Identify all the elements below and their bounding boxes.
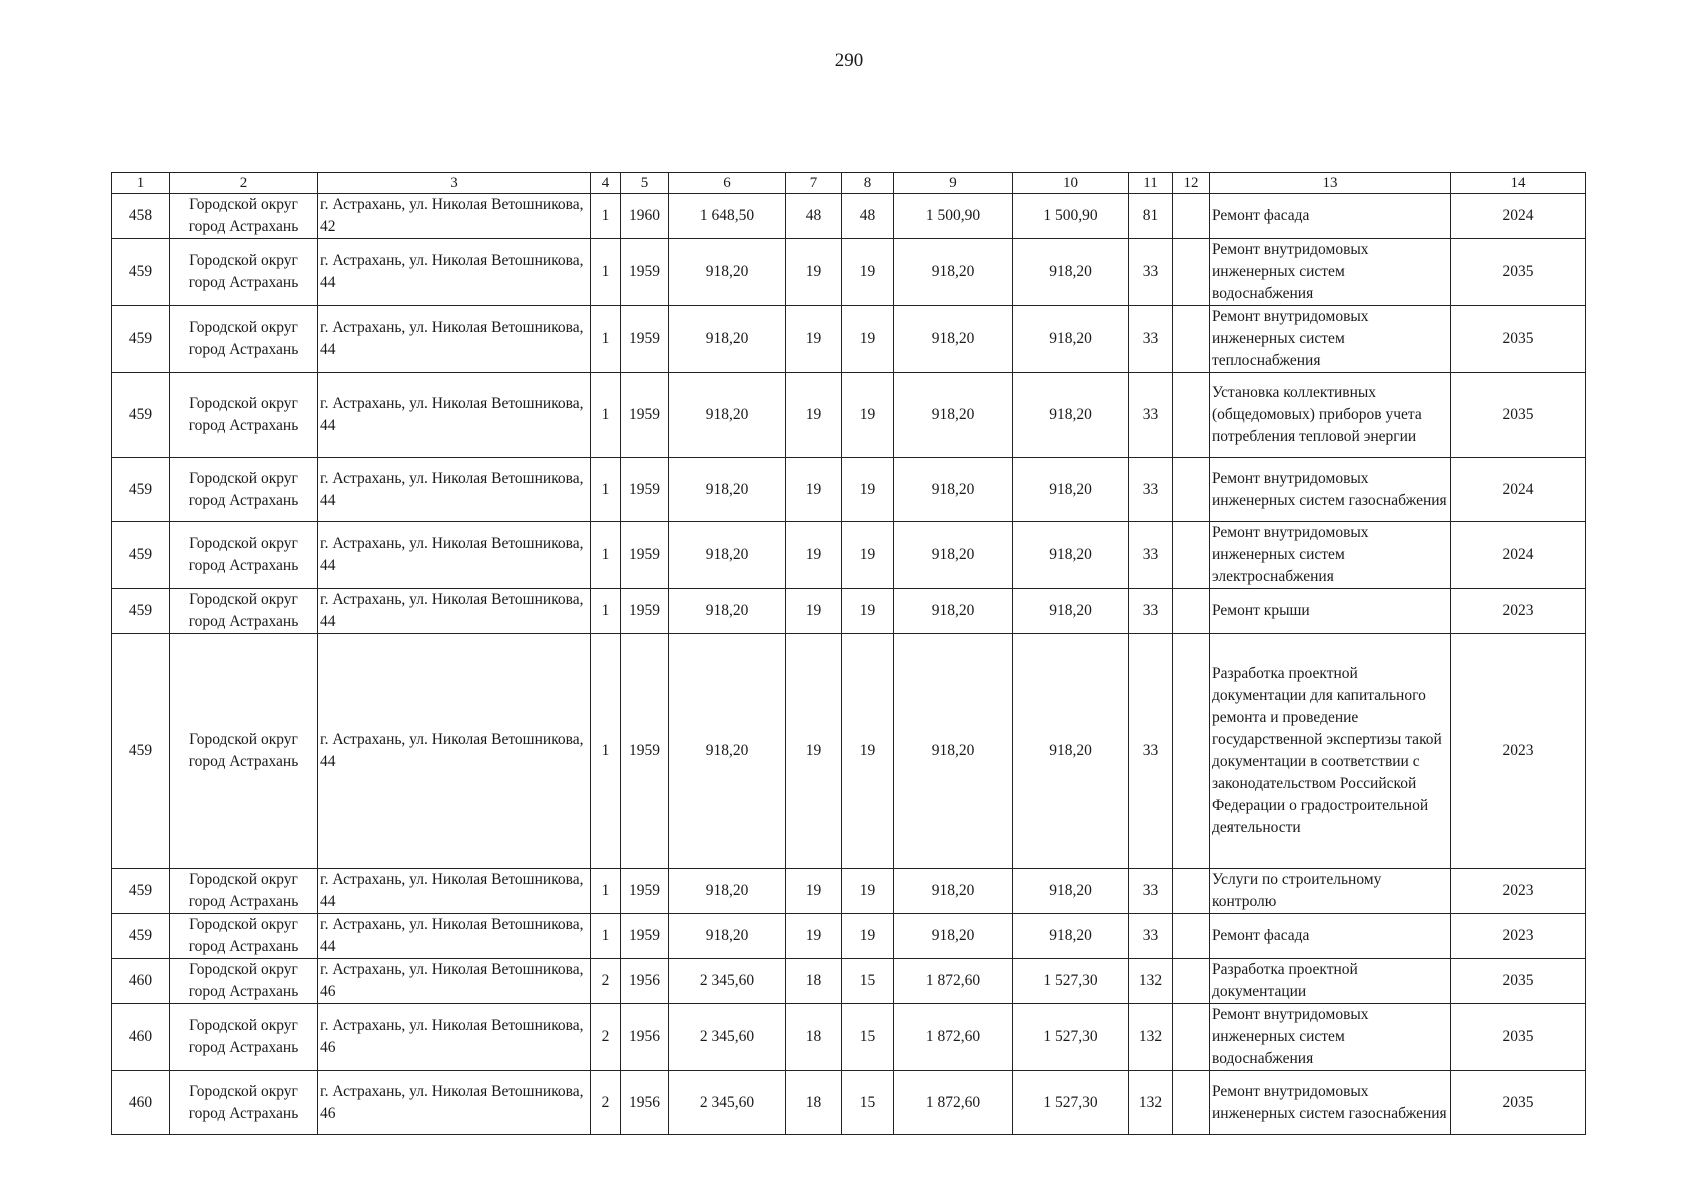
cell-area-total-premises: 918,20 <box>894 914 1013 959</box>
cell-address: г. Астрахань, ул. Николая Ветошникова, 46 <box>318 1071 591 1135</box>
cell-col-12 <box>1173 458 1210 522</box>
table-row <box>112 1071 1586 1135</box>
cell-year-built: 1959 <box>621 914 669 959</box>
cell-floors-min: 19 <box>842 914 894 959</box>
cell-area-total-premises: 918,20 <box>894 589 1013 634</box>
cell-area-residential: 1 527,30 <box>1013 1004 1129 1071</box>
cell-year-built: 1959 <box>621 373 669 458</box>
cell-row-number: 459 <box>112 522 170 589</box>
cell-work-type: Ремонт крыши <box>1210 589 1451 634</box>
table-row <box>112 239 1586 306</box>
housing-register-table <box>111 172 1586 1135</box>
cell-floors-max: 19 <box>786 869 842 914</box>
cell-total-area: 918,20 <box>669 914 786 959</box>
cell-row-number: 459 <box>112 634 170 869</box>
cell-planned-year: 2024 <box>1451 194 1586 239</box>
column-header-3: 3 <box>318 173 591 194</box>
column-header-7: 7 <box>786 173 842 194</box>
cell-building-count: 1 <box>591 458 621 522</box>
cell-floors-min: 48 <box>842 194 894 239</box>
cell-row-number: 459 <box>112 239 170 306</box>
cell-building-count: 1 <box>591 634 621 869</box>
cell-year-built: 1959 <box>621 634 669 869</box>
cell-residents-count: 33 <box>1129 522 1173 589</box>
cell-area-total-premises: 918,20 <box>894 522 1013 589</box>
cell-floors-max: 19 <box>786 914 842 959</box>
table-body <box>112 194 1586 1135</box>
cell-row-number: 459 <box>112 589 170 634</box>
cell-building-count: 1 <box>591 239 621 306</box>
cell-area-residential: 1 527,30 <box>1013 1071 1129 1135</box>
cell-work-type: Ремонт внутридомовых инженерных систем теплоснабжения <box>1210 306 1451 373</box>
cell-total-area: 2 345,60 <box>669 959 786 1004</box>
table-row <box>112 959 1586 1004</box>
cell-year-built: 1959 <box>621 458 669 522</box>
cell-year-built: 1959 <box>621 589 669 634</box>
column-header-13: 13 <box>1210 173 1451 194</box>
cell-building-count: 1 <box>591 869 621 914</box>
column-header-11: 11 <box>1129 173 1173 194</box>
cell-work-type: Разработка проектной документации <box>1210 959 1451 1004</box>
cell-planned-year: 2035 <box>1451 959 1586 1004</box>
cell-col-12 <box>1173 914 1210 959</box>
cell-address: г. Астрахань, ул. Николая Ветошникова, 46 <box>318 1004 591 1071</box>
cell-total-area: 918,20 <box>669 522 786 589</box>
cell-col-12 <box>1173 1004 1210 1071</box>
cell-work-type: Ремонт внутридомовых инженерных систем водоснабжения <box>1210 239 1451 306</box>
cell-floors-min: 15 <box>842 1071 894 1135</box>
cell-floors-max: 19 <box>786 522 842 589</box>
column-header-2: 2 <box>170 173 318 194</box>
cell-work-type: Ремонт внутридомовых инженерных систем газоснабжения <box>1210 1071 1451 1135</box>
cell-building-count: 1 <box>591 373 621 458</box>
cell-total-area: 2 345,60 <box>669 1071 786 1135</box>
cell-municipality: Городской округ город Астрахань <box>170 458 318 522</box>
table-row <box>112 458 1586 522</box>
cell-area-residential: 918,20 <box>1013 373 1129 458</box>
cell-area-residential: 918,20 <box>1013 522 1129 589</box>
cell-area-residential: 1 500,90 <box>1013 194 1129 239</box>
cell-municipality: Городской округ город Астрахань <box>170 1004 318 1071</box>
cell-total-area: 918,20 <box>669 869 786 914</box>
cell-address: г. Астрахань, ул. Николая Ветошникова, 44 <box>318 869 591 914</box>
cell-area-total-premises: 1 872,60 <box>894 1071 1013 1135</box>
cell-floors-min: 19 <box>842 634 894 869</box>
cell-total-area: 918,20 <box>669 306 786 373</box>
table-row <box>112 589 1586 634</box>
cell-area-total-premises: 918,20 <box>894 869 1013 914</box>
cell-municipality: Городской округ город Астрахань <box>170 589 318 634</box>
cell-floors-min: 19 <box>842 869 894 914</box>
cell-residents-count: 132 <box>1129 1004 1173 1071</box>
cell-area-total-premises: 918,20 <box>894 306 1013 373</box>
cell-municipality: Городской округ город Астрахань <box>170 869 318 914</box>
cell-year-built: 1959 <box>621 239 669 306</box>
cell-col-12 <box>1173 869 1210 914</box>
cell-residents-count: 33 <box>1129 634 1173 869</box>
cell-row-number: 460 <box>112 1071 170 1135</box>
cell-building-count: 1 <box>591 522 621 589</box>
cell-municipality: Городской округ город Астрахань <box>170 373 318 458</box>
cell-planned-year: 2035 <box>1451 1071 1586 1135</box>
cell-row-number: 459 <box>112 373 170 458</box>
cell-col-12 <box>1173 373 1210 458</box>
cell-floors-min: 15 <box>842 1004 894 1071</box>
cell-row-number: 459 <box>112 458 170 522</box>
cell-address: г. Астрахань, ул. Николая Ветошникова, 44 <box>318 306 591 373</box>
column-header-12: 12 <box>1173 173 1210 194</box>
cell-municipality: Городской округ город Астрахань <box>170 634 318 869</box>
cell-floors-max: 19 <box>786 634 842 869</box>
cell-planned-year: 2035 <box>1451 373 1586 458</box>
cell-col-12 <box>1173 306 1210 373</box>
cell-col-12 <box>1173 1071 1210 1135</box>
cell-area-residential: 918,20 <box>1013 869 1129 914</box>
table-row <box>112 373 1586 458</box>
cell-building-count: 1 <box>591 306 621 373</box>
cell-area-total-premises: 918,20 <box>894 239 1013 306</box>
cell-building-count: 2 <box>591 1004 621 1071</box>
column-header-9: 9 <box>894 173 1013 194</box>
cell-floors-min: 19 <box>842 458 894 522</box>
column-header-1: 1 <box>112 173 170 194</box>
cell-work-type: Ремонт фасада <box>1210 914 1451 959</box>
cell-area-total-premises: 918,20 <box>894 458 1013 522</box>
cell-floors-max: 18 <box>786 959 842 1004</box>
cell-total-area: 2 345,60 <box>669 1004 786 1071</box>
cell-area-total-premises: 1 500,90 <box>894 194 1013 239</box>
column-header-10: 10 <box>1013 173 1129 194</box>
cell-area-residential: 918,20 <box>1013 306 1129 373</box>
cell-work-type: Ремонт внутридомовых инженерных систем газоснабжения <box>1210 458 1451 522</box>
cell-address: г. Астрахань, ул. Николая Ветошникова, 44 <box>318 589 591 634</box>
cell-planned-year: 2024 <box>1451 522 1586 589</box>
cell-year-built: 1956 <box>621 959 669 1004</box>
cell-municipality: Городской округ город Астрахань <box>170 522 318 589</box>
cell-area-residential: 918,20 <box>1013 634 1129 869</box>
cell-residents-count: 33 <box>1129 373 1173 458</box>
cell-floors-min: 19 <box>842 589 894 634</box>
table-row <box>112 1004 1586 1071</box>
cell-area-residential: 918,20 <box>1013 239 1129 306</box>
column-header-6: 6 <box>669 173 786 194</box>
cell-total-area: 918,20 <box>669 373 786 458</box>
cell-total-area: 918,20 <box>669 239 786 306</box>
cell-address: г. Астрахань, ул. Николая Ветошникова, 44 <box>318 522 591 589</box>
cell-area-total-premises: 918,20 <box>894 634 1013 869</box>
cell-year-built: 1959 <box>621 869 669 914</box>
cell-year-built: 1956 <box>621 1004 669 1071</box>
cell-floors-max: 19 <box>786 373 842 458</box>
table-row <box>112 522 1586 589</box>
cell-building-count: 1 <box>591 914 621 959</box>
cell-residents-count: 132 <box>1129 1071 1173 1135</box>
cell-year-built: 1956 <box>621 1071 669 1135</box>
cell-total-area: 918,20 <box>669 589 786 634</box>
cell-municipality: Городской округ город Астрахань <box>170 914 318 959</box>
cell-total-area: 1 648,50 <box>669 194 786 239</box>
cell-row-number: 460 <box>112 1004 170 1071</box>
cell-row-number: 459 <box>112 914 170 959</box>
table-row <box>112 869 1586 914</box>
cell-row-number: 459 <box>112 306 170 373</box>
cell-work-type: Ремонт внутридомовых инженерных систем водоснабжения <box>1210 1004 1451 1071</box>
cell-floors-max: 48 <box>786 194 842 239</box>
cell-area-total-premises: 1 872,60 <box>894 1004 1013 1071</box>
cell-col-12 <box>1173 959 1210 1004</box>
cell-residents-count: 33 <box>1129 458 1173 522</box>
cell-col-12 <box>1173 522 1210 589</box>
cell-col-12 <box>1173 634 1210 869</box>
table-row <box>112 194 1586 239</box>
cell-planned-year: 2023 <box>1451 914 1586 959</box>
cell-area-total-premises: 1 872,60 <box>894 959 1013 1004</box>
cell-municipality: Городской округ город Астрахань <box>170 239 318 306</box>
cell-floors-max: 19 <box>786 239 842 306</box>
cell-floors-min: 19 <box>842 239 894 306</box>
cell-municipality: Городской округ город Астрахань <box>170 959 318 1004</box>
cell-residents-count: 33 <box>1129 306 1173 373</box>
page-number: 290 <box>834 50 864 71</box>
cell-address: г. Астрахань, ул. Николая Ветошникова, 46 <box>318 959 591 1004</box>
cell-address: г. Астрахань, ул. Николая Ветошникова, 44 <box>318 239 591 306</box>
cell-floors-min: 19 <box>842 373 894 458</box>
cell-residents-count: 81 <box>1129 194 1173 239</box>
table-row <box>112 306 1586 373</box>
cell-col-12 <box>1173 239 1210 306</box>
cell-area-residential: 918,20 <box>1013 458 1129 522</box>
cell-address: г. Астрахань, ул. Николая Ветошникова, 44 <box>318 373 591 458</box>
column-header-14: 14 <box>1451 173 1586 194</box>
cell-floors-max: 18 <box>786 1004 842 1071</box>
cell-residents-count: 132 <box>1129 959 1173 1004</box>
cell-floors-min: 19 <box>842 306 894 373</box>
cell-year-built: 1959 <box>621 522 669 589</box>
cell-planned-year: 2023 <box>1451 869 1586 914</box>
table-row <box>112 914 1586 959</box>
cell-total-area: 918,20 <box>669 634 786 869</box>
cell-planned-year: 2035 <box>1451 306 1586 373</box>
cell-floors-max: 19 <box>786 589 842 634</box>
cell-area-residential: 918,20 <box>1013 589 1129 634</box>
cell-building-count: 1 <box>591 589 621 634</box>
cell-address: г. Астрахань, ул. Николая Ветошникова, 44 <box>318 634 591 869</box>
cell-work-type: Ремонт фасада <box>1210 194 1451 239</box>
cell-col-12 <box>1173 194 1210 239</box>
cell-row-number: 458 <box>112 194 170 239</box>
cell-planned-year: 2035 <box>1451 239 1586 306</box>
cell-planned-year: 2023 <box>1451 634 1586 869</box>
cell-work-type: Ремонт внутридомовых инженерных систем электроснабжения <box>1210 522 1451 589</box>
cell-planned-year: 2024 <box>1451 458 1586 522</box>
cell-residents-count: 33 <box>1129 914 1173 959</box>
cell-work-type: Установка коллективных (общедомовых) приборов учета потребления тепловой энергии <box>1210 373 1451 458</box>
cell-floors-max: 19 <box>786 458 842 522</box>
cell-residents-count: 33 <box>1129 589 1173 634</box>
column-header-8: 8 <box>842 173 894 194</box>
cell-area-total-premises: 918,20 <box>894 373 1013 458</box>
cell-municipality: Городской округ город Астрахань <box>170 194 318 239</box>
cell-total-area: 918,20 <box>669 458 786 522</box>
cell-floors-max: 18 <box>786 1071 842 1135</box>
column-header-4: 4 <box>591 173 621 194</box>
cell-floors-min: 15 <box>842 959 894 1004</box>
cell-col-12 <box>1173 589 1210 634</box>
cell-work-type: Разработка проектной документации для капитального ремонта и проведение государственной экспертизы такой документации в соответствии с законодательством Российской Федерации о градостроительной деятельности <box>1210 634 1451 869</box>
cell-address: г. Астрахань, ул. Николая Ветошникова, 44 <box>318 458 591 522</box>
cell-area-residential: 1 527,30 <box>1013 959 1129 1004</box>
cell-row-number: 459 <box>112 869 170 914</box>
cell-year-built: 1959 <box>621 306 669 373</box>
cell-residents-count: 33 <box>1129 869 1173 914</box>
cell-building-count: 2 <box>591 959 621 1004</box>
table-row <box>112 634 1586 869</box>
cell-work-type: Услуги по строительному контролю <box>1210 869 1451 914</box>
cell-building-count: 2 <box>591 1071 621 1135</box>
cell-building-count: 1 <box>591 194 621 239</box>
cell-area-residential: 918,20 <box>1013 914 1129 959</box>
cell-municipality: Городской округ город Астрахань <box>170 306 318 373</box>
cell-floors-min: 19 <box>842 522 894 589</box>
cell-municipality: Городской округ город Астрахань <box>170 1071 318 1135</box>
column-number-row <box>112 173 1586 194</box>
cell-floors-max: 19 <box>786 306 842 373</box>
cell-address: г. Астрахань, ул. Николая Ветошникова, 42 <box>318 194 591 239</box>
cell-planned-year: 2035 <box>1451 1004 1586 1071</box>
column-header-5: 5 <box>621 173 669 194</box>
cell-address: г. Астрахань, ул. Николая Ветошникова, 44 <box>318 914 591 959</box>
cell-row-number: 460 <box>112 959 170 1004</box>
cell-residents-count: 33 <box>1129 239 1173 306</box>
cell-planned-year: 2023 <box>1451 589 1586 634</box>
cell-year-built: 1960 <box>621 194 669 239</box>
